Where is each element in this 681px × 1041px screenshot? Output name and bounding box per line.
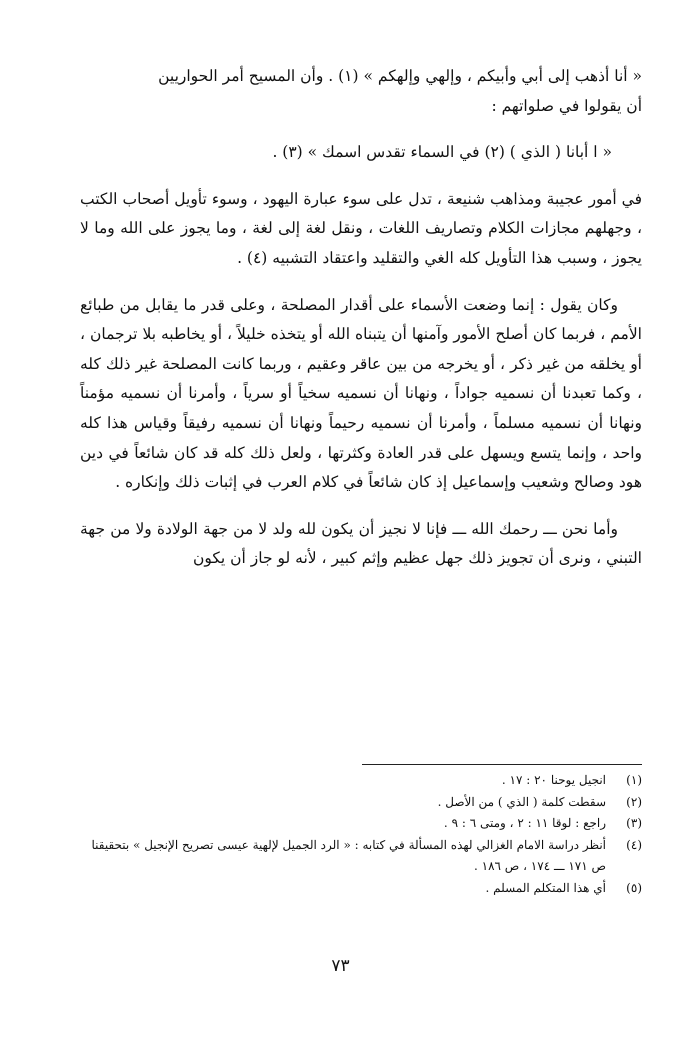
footnote-number: (٢) bbox=[626, 794, 642, 809]
paragraph-our-view: وأما نحن ـــ رحمك الله ـــ فإنا لا نجيز أن يكون لله ولد لا من جهة الولادة ولا من جهة التبني ، ونرى أن تجويز ذلك جهل عظيم وإثم كبير ، لأنه لو جاز أن يكون bbox=[80, 519, 642, 568]
footnote-text: أي هذا المتكلم المسلم . bbox=[485, 880, 606, 895]
footnote-number: (٤) bbox=[626, 837, 642, 852]
paragraph-interpretation: في أمور عجيبة ومذاهب شنيعة ، تدل على سوء عبارة اليهود ، وسوء تأويل أصحاب الكتب ، وجهلهم مجازات الكلام وتصاريف اللغات ، ونقل لغة إلى لغة ، وما يجوز على الله وما لا يجوز ، وسبب هذا التأويل كله الغي والتقليد واعتقاد التشبيه (٤) . bbox=[80, 189, 642, 267]
footnote-number: (٥) bbox=[626, 880, 642, 895]
main-text bbox=[80, 62, 642, 574]
footnote-2 bbox=[80, 792, 642, 814]
footnote-text: انجيل يوحنا ٢٠ : ١٧ . bbox=[501, 773, 606, 787]
footnote-number: (١) bbox=[626, 773, 642, 787]
footnote-text: أنظر دراسة الامام الغزالي لهذه المسألة في كتابه : « الرد الجميل لإلهية عيسى تصريح الإنجيل » بتحقيقنا ص ١٧١ ـــ ١٧٤ ، ص ١٨٦ . bbox=[91, 837, 606, 873]
quote-line-1: « أنا أذهب إلى أبي وأبيكم ، وإلهي وإلهكم » (١) . وأن المسيح أمر الحواريين bbox=[158, 67, 642, 85]
footnote-3 bbox=[80, 813, 642, 835]
footnote-4 bbox=[80, 835, 642, 878]
footnotes bbox=[80, 770, 642, 899]
footnote-5 bbox=[80, 878, 642, 900]
footnote-1 bbox=[80, 770, 642, 792]
footnote-text: راجع : لوقا ١١ : ٢ ، ومتى ٦ : ٩ . bbox=[443, 816, 606, 830]
paragraph-names: وكان يقول : إنما وضعت الأسماء على أقدار المصلحة ، وعلى قدر ما يقابل من طبائع الأمم ، فربما كان أصلح الأمور وآمنها أن يتبناه الله أو يتخذه خليلاً ، أو يخاطبه بلا ترجمان ، أو يخلقه من غير ذكر ، أو يخرجه من بين عاقر وعقيم ، وربما كانت المصلحة غير ذلك كله ، وكما تعبدنا أن نسميه جواداً ، ونهانا أن نسميه سخياً أو سرياً ، وأمرنا أن نسميه مؤمناً ونهانا أن نسميه مسلماً ، وأمرنا أن نسميه رحيماً ونهانا أن نسميه رفيقاً وقياس هذا كله واحد ، وإنما يتسع ويسهل على قدر العادة وكثرتها ، ولعل ذلك كله قد كان شائعاً في دين هود وصالح وشعيب وإسماعيل إذ كان شائعاً في كلام العرب في إثبات ذلك وإنكاره . bbox=[80, 295, 642, 492]
quote-line-2: أن يقولوا في صلواتهم : bbox=[491, 96, 642, 115]
footnote-divider bbox=[362, 764, 642, 765]
prayer-quote: « ا أبانا ( الذي ) (٢) في السماء تقدس اسمك » (٣) . bbox=[272, 143, 612, 162]
footnote-text: سقطت كلمة ( الذي ) من الأصل . bbox=[437, 794, 606, 809]
page-number: ٧٣ bbox=[331, 956, 350, 976]
footnote-number: (٣) bbox=[626, 816, 642, 830]
